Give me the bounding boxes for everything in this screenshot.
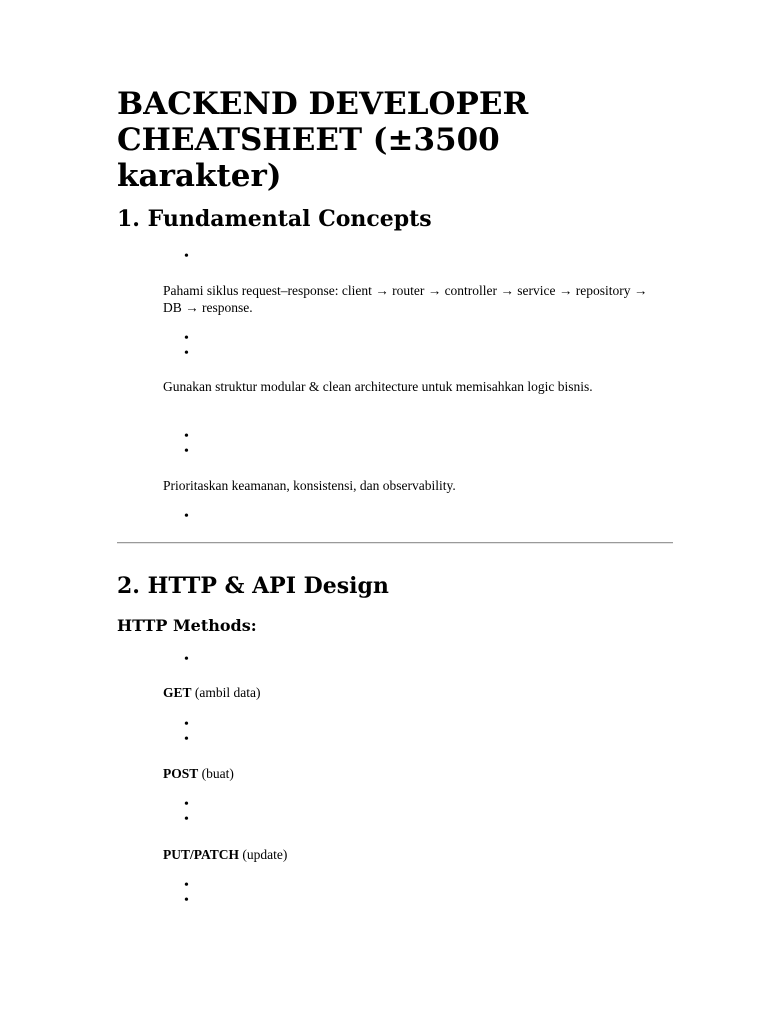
list-bullet: • [184, 444, 189, 459]
section-heading-http-api-design: 2. HTTP & API Design [117, 573, 389, 599]
list-item: Prioritaskan keamanan, konsistensi, dan observability. [163, 478, 456, 493]
list-bullet: • [184, 797, 189, 812]
list-bullet: • [184, 717, 189, 732]
document-title: BACKEND DEVELOPER CHEATSHEET (±3500 karakter) [117, 86, 529, 194]
list-bullet: • [184, 429, 189, 444]
list-bullet: • [184, 249, 189, 264]
method-name: POST [163, 766, 199, 781]
list-bullet: • [184, 331, 189, 346]
method-description: (ambil data) [194, 685, 261, 700]
list-item-get [163, 684, 653, 701]
subheading-http-methods: HTTP Methods: [117, 616, 257, 635]
list-bullet: • [184, 812, 189, 827]
list-bullet: • [184, 346, 189, 361]
list-bullet: • [184, 878, 189, 893]
list-bullet: • [184, 652, 189, 667]
method-name: PUT/PATCH [163, 847, 239, 862]
list-item: Gunakan struktur modular & clean architecture untuk memisahkan logic bisnis. [163, 379, 593, 394]
list-bullet: • [184, 509, 189, 524]
list-item-put-patch [163, 846, 653, 863]
method-description: (buat) [201, 766, 234, 781]
section-heading-fundamental-concepts: 1. Fundamental Concepts [117, 206, 432, 232]
horizontal-divider [117, 542, 673, 544]
method-description: (update) [242, 847, 288, 862]
list-bullet: • [184, 893, 189, 908]
list-bullet: • [184, 732, 189, 747]
list-item: Pahami siklus request–response: client → router → controller → service → repository → DB → response. [163, 283, 648, 315]
list-item-post [163, 765, 653, 782]
method-name: GET [163, 685, 192, 700]
